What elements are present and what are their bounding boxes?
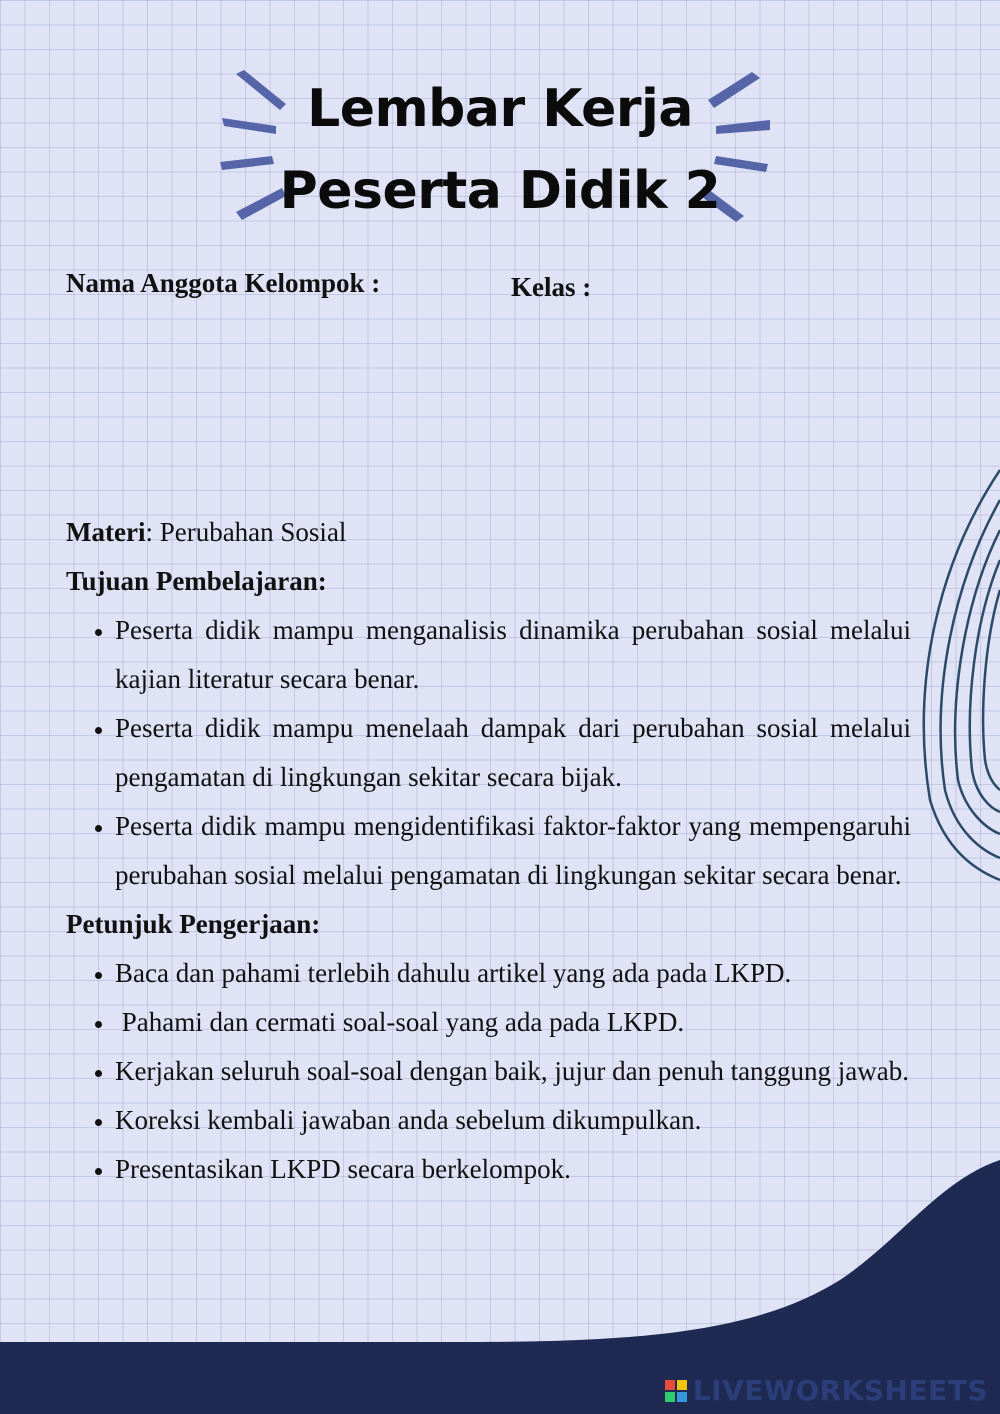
objectives-heading: Tujuan Pembelajaran: [66,566,327,596]
objectives-list [66,606,911,900]
materi-value: : Perubahan Sosial [145,517,347,547]
instruction-item: • Pahami dan cermati soal-soal yang ada pada LKPD. [115,998,911,1047]
worksheet-content [66,508,911,1194]
liveworksheets-logo-icon [665,1380,687,1402]
title-line-1: Lembar Kerja [307,79,693,139]
instruction-item: • Kerjakan seluruh soal-soal dengan baik, jujur dan penuh tanggung jawab. [115,1047,911,1096]
instruction-item: • Presentasikan LKPD secara berkelompok. [115,1145,911,1194]
instructions-heading: Petunjuk Pengerjaan: [66,909,321,939]
instruction-item: • Koreksi kembali jawaban anda sebelum dikumpulkan. [115,1096,911,1145]
members-label: Nama Anggota Kelompok : [66,268,381,298]
title-line-2: Peserta Didik 2 [279,161,721,221]
objective-item: • Peserta didik mampu mengidentifikasi faktor-faktor yang mempengaruhi perubahan sosial melalui pengamatan di lingkungan sekitar secara benar. [115,802,911,900]
materi-line [66,508,911,557]
liveworksheets-watermark [665,1374,988,1407]
materi-label: Materi [66,517,146,547]
watermark-text: LIVEWORKSHEETS [692,1374,988,1407]
objective-item: • Peserta didik mampu menganalisis dinamika perubahan sosial melalui kajian literatur secara benar. [115,606,911,704]
instructions-list [66,949,911,1194]
objective-item: • Peserta didik mampu menelaah dampak dari perubahan sosial melalui pengamatan di lingkungan sekitar secara bijak. [115,704,911,802]
instruction-item: • Baca dan pahami terlebih dahulu artikel yang ada pada LKPD. [115,949,911,998]
class-label: Kelas : [511,272,592,302]
